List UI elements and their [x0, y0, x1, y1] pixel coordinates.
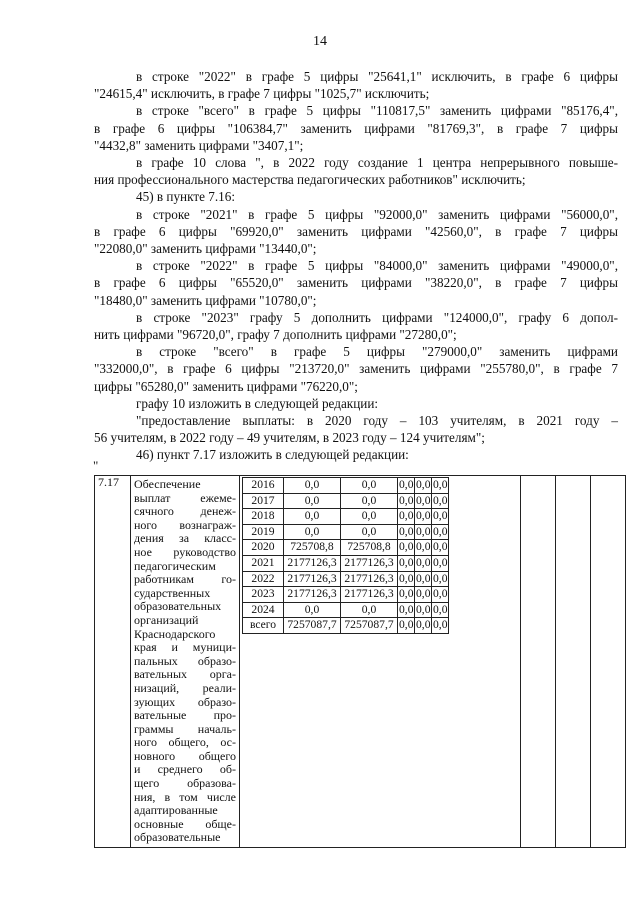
paragraph-line: в графе 6 цифры "106384,7" заменить цифрами "81769,3", в графе 7 цифры: [94, 120, 618, 136]
table-row: [243, 509, 449, 525]
other-cell: 0,0: [432, 540, 449, 556]
description-line: педагогическим: [134, 558, 216, 573]
other-cell: 0,0: [432, 478, 449, 494]
total-cell: 2177126,3: [284, 571, 341, 587]
paragraph-line: в графе 6 цифры "69920,0" заменить цифрами "42560,0", в графе 7 цифры: [94, 223, 618, 239]
total-cell: 2177126,3: [284, 587, 341, 603]
federal-cell: 0,0: [398, 602, 415, 618]
table-row: [243, 618, 449, 634]
description-line: выплат ежеме-: [134, 490, 236, 505]
other-cell: 0,0: [432, 571, 449, 587]
municipal-cell: 0,0: [415, 571, 432, 587]
total-cell: 7257087,7: [284, 618, 341, 634]
description-line: сударственных: [134, 585, 211, 600]
description-line: ного вознаграж-: [134, 517, 236, 532]
document-body: [94, 68, 618, 464]
table-row: [243, 602, 449, 618]
regional-cell: 2177126,3: [341, 571, 398, 587]
regional-cell: 725708,8: [341, 540, 398, 556]
item-description: [131, 476, 239, 847]
other-cell: 0,0: [432, 493, 449, 509]
paragraph-line: в строке "всего" в графе 5 цифры "279000,0" заменить цифрами: [136, 344, 618, 360]
paragraph-line: в графе 10 слова ", в 2022 году создание 1 центра непрерывного повыше-: [136, 155, 618, 171]
total-cell: 0,0: [284, 509, 341, 525]
regional-cell: 0,0: [341, 478, 398, 494]
paragraph-line: в строке "2022" в графе 5 цифры "25641,1" исключить, в графе 6 цифры: [136, 69, 618, 84]
empty-column-cell: [521, 476, 556, 848]
municipal-cell: 0,0: [415, 478, 432, 494]
municipal-cell: 0,0: [415, 555, 432, 571]
federal-cell: 0,0: [398, 540, 415, 556]
other-cell: 0,0: [432, 509, 449, 525]
paragraph-line: в строке "2022" в графе 5 цифры "84000,0" заменить цифрами "49000,0",: [136, 258, 618, 274]
paragraph-line: "22080,0" заменить цифрами "13440,0";: [94, 241, 317, 257]
regional-cell: 0,0: [341, 493, 398, 509]
description-line: вательные про-: [134, 708, 236, 723]
municipal-cell: 0,0: [415, 493, 432, 509]
description-line: низаций, реали-: [134, 680, 236, 695]
item-number-cell: [95, 476, 131, 848]
municipal-cell: 0,0: [415, 587, 432, 603]
description-line: ного общего, ос-: [134, 735, 236, 750]
table-row: [243, 555, 449, 571]
table-row: [243, 540, 449, 556]
paragraph-line: нить цифрами "96720,0", графу 7 дополнить цифрами "27280,0";: [94, 327, 457, 343]
description-line: адаптированные: [134, 803, 218, 818]
description-line: ния, в том числе: [134, 789, 236, 804]
regional-cell: 0,0: [341, 524, 398, 540]
municipal-cell: 0,0: [415, 509, 432, 525]
description-line: сячного денеж-: [134, 504, 236, 519]
other-cell: 0,0: [432, 524, 449, 540]
paragraph-line: 45) в пункте 7.16:: [136, 189, 235, 205]
total-cell: 0,0: [284, 602, 341, 618]
description-line: Краснодарского: [134, 626, 216, 641]
year-cell: 2023: [243, 587, 284, 603]
paragraph-line: в графе 6 цифры "65520,0" заменить цифрами "38220,0", в графе 7 цифры: [94, 275, 618, 291]
federal-cell: 0,0: [398, 587, 415, 603]
year-cell: 2021: [243, 555, 284, 571]
description-line: новного общего: [134, 748, 236, 763]
description-line: щего образова-: [134, 776, 236, 791]
funding-by-year-table: [242, 477, 449, 634]
regional-cell: 2177126,3: [341, 587, 398, 603]
table-row: [243, 493, 449, 509]
description-line: граммы началь-: [134, 721, 236, 736]
year-cell: 2017: [243, 493, 284, 509]
federal-cell: 0,0: [398, 571, 415, 587]
municipal-cell: 0,0: [415, 524, 432, 540]
page-number: 14: [313, 34, 327, 49]
paragraph-line: в строке "2023" графу 5 дополнить цифрами "124000,0", графу 6 допол-: [136, 309, 618, 325]
description-line: края и муници-: [134, 640, 236, 655]
description-line: вательных орга-: [134, 667, 236, 682]
regional-cell: 0,0: [341, 509, 398, 525]
paragraph-line: "332000,0", в графе 6 цифры "213720,0" заменить цифрами "255780,0", в графе 7: [94, 361, 618, 377]
year-cell: 2020: [243, 540, 284, 556]
total-cell: 0,0: [284, 478, 341, 494]
municipal-cell: 0,0: [415, 602, 432, 618]
total-cell: 725708,8: [284, 540, 341, 556]
municipal-cell: 0,0: [415, 618, 432, 634]
paragraph-line: "18480,0" заменить цифрами "10780,0";: [94, 292, 317, 308]
other-cell: 0,0: [432, 587, 449, 603]
year-cell: 2016: [243, 478, 284, 494]
paragraph-line: графу 10 изложить в следующей редакции:: [136, 395, 379, 411]
year-cell: 2019: [243, 524, 284, 540]
regional-cell: 2177126,3: [341, 555, 398, 571]
regional-cell: 7257087,7: [341, 618, 398, 634]
federal-cell: 0,0: [398, 618, 415, 634]
total-cell: 0,0: [284, 493, 341, 509]
paragraph-line: 46) пункт 7.17 изложить в следующей редакции:: [136, 447, 409, 463]
description-line: организаций: [134, 612, 199, 627]
paragraph-line: 56 учителям, в 2022 году – 49 учителям, в 2023 году – 124 учителям";: [94, 430, 485, 446]
item-7-17-table: [94, 475, 626, 848]
federal-cell: 0,0: [398, 509, 415, 525]
description-line: ное руководство: [134, 544, 236, 559]
paragraph-line: цифры "65280,0" заменить цифрами "76220,0";: [94, 378, 358, 394]
paragraph-line: "4432,8" заменить цифрами "3407,1";: [94, 137, 304, 153]
description-line: образовательных: [134, 599, 222, 614]
open-quote-mark: ": [93, 458, 99, 473]
table-row: [243, 524, 449, 540]
description-cell: [131, 476, 240, 848]
table-row: [243, 478, 449, 494]
federal-cell: 0,0: [398, 478, 415, 494]
description-line: и среднего об-: [134, 762, 236, 777]
description-line: дения за класс-: [134, 531, 236, 546]
year-cell: 2022: [243, 571, 284, 587]
table-row: [243, 571, 449, 587]
year-cell: 2024: [243, 602, 284, 618]
description-line: Обеспечение: [134, 477, 201, 491]
description-line: основные обще-: [134, 816, 236, 831]
empty-column-cell: [591, 476, 626, 848]
paragraph-line: в строке "всего" в графе 5 цифры "110817,5" заменить цифрами "85176,4",: [136, 103, 618, 119]
description-line: работникам го-: [134, 572, 236, 587]
federal-cell: 0,0: [398, 555, 415, 571]
table-row: [243, 587, 449, 603]
year-cell: всего: [243, 618, 284, 634]
federal-cell: 0,0: [398, 524, 415, 540]
paragraph-line: "24615,4" исключить, в графе 7 цифры "1025,7" исключить;: [94, 86, 430, 102]
total-cell: 2177126,3: [284, 555, 341, 571]
federal-cell: 0,0: [398, 493, 415, 509]
description-line: зующих образо-: [134, 694, 236, 709]
description-line: пальных образо-: [134, 653, 236, 668]
paragraph-line: ния профессионального мастерства педагогических работников" исключить;: [94, 172, 526, 188]
empty-column-cell: [556, 476, 591, 848]
paragraph-line: в строке "2021" в графе 5 цифры "92000,0" заменить цифрами "56000,0",: [136, 206, 618, 222]
funding-years-cell: [240, 476, 521, 848]
item-number: 7.17: [98, 475, 119, 489]
paragraph-line: "предоставление выплаты: в 2020 году – 103 учителям, в 2021 году –: [136, 413, 618, 429]
other-cell: 0,0: [432, 602, 449, 618]
other-cell: 0,0: [432, 618, 449, 634]
year-cell: 2018: [243, 509, 284, 525]
total-cell: 0,0: [284, 524, 341, 540]
regional-cell: 0,0: [341, 602, 398, 618]
other-cell: 0,0: [432, 555, 449, 571]
municipal-cell: 0,0: [415, 540, 432, 556]
description-line: образовательные: [134, 830, 221, 845]
